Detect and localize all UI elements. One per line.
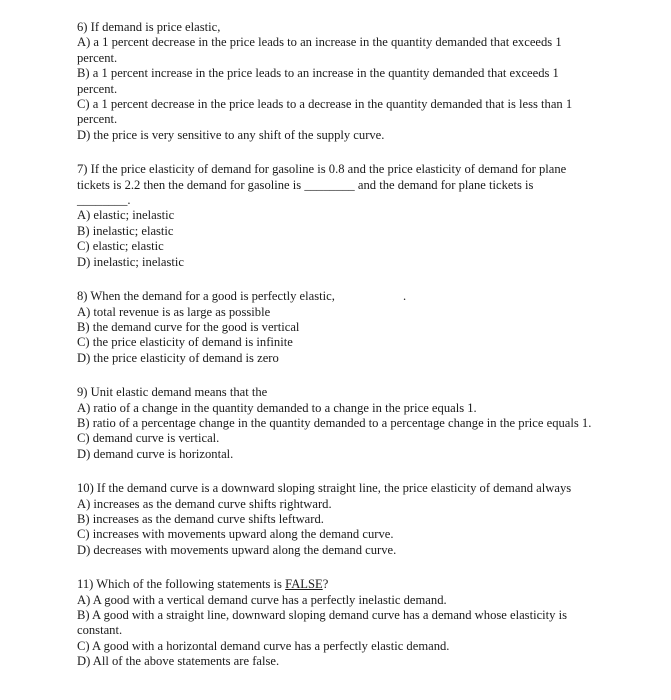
- question-7-option-c: C) elastic; elastic: [77, 239, 164, 254]
- question-11-option-d: D) All of the above statements are false.: [77, 654, 280, 669]
- question-8-option-b: B) the demand curve for the good is vertical: [77, 319, 300, 334]
- question-10-option-c: C) increases with movements upward along the demand curve.: [77, 527, 394, 542]
- question-10-option-a: A) increases as the demand curve shifts rightward.: [77, 496, 332, 511]
- question-7-stem-line-3: ________.: [77, 193, 131, 208]
- question-11-option-c: C) A good with a horizontal demand curve has a perfectly elastic demand.: [77, 638, 450, 653]
- question-9-option-d: D) demand curve is horizontal.: [77, 446, 234, 461]
- question-10-option-b: B) increases as the demand curve shifts leftward.: [77, 511, 324, 526]
- question-11-option-b: B) A good with a straight line, downward sloping demand curve has a demand whose elasticity is constant.: [77, 608, 568, 638]
- question-7-stem-line-2: tickets is 2.2 then the demand for gasoline is ________ and the demand for plane tickets is: [77, 177, 534, 192]
- question-6-option-a: A) a 1 percent decrease in the price leads to an increase in the quantity demanded that exceeds 1 percent.: [77, 35, 562, 65]
- question-9-option-c: C) demand curve is vertical.: [77, 431, 220, 446]
- question-8-option-d: D) the price elasticity of demand is zero: [77, 350, 279, 365]
- question-8-option-a: A) total revenue is as large as possible: [77, 304, 271, 319]
- question-8: [77, 289, 597, 366]
- question-9-stem: 9) Unit elastic demand means that the: [77, 385, 268, 400]
- question-9: [77, 385, 597, 462]
- question-10: [77, 481, 597, 558]
- question-10-stem: 10) If the demand curve is a downward sloping straight line, the price elasticity of demand always: [77, 481, 572, 496]
- question-11-stem-false: FALSE: [285, 577, 323, 592]
- question-8-stem-text: 8) When the demand for a good is perfectly elastic,: [77, 289, 335, 304]
- question-9-option-a: A) ratio of a change in the quantity demanded to a change in the price equals 1.: [77, 400, 477, 415]
- question-8-option-c: C) the price elasticity of demand is infinite: [77, 335, 293, 350]
- quiz-page: [77, 20, 597, 670]
- question-7-option-d: D) inelastic; inelastic: [77, 254, 185, 269]
- question-11-stem-suffix: ?: [322, 577, 329, 592]
- question-7-stem-line-1: 7) If the price elasticity of demand for gasoline is 0.8 and the price elasticity of demand for plane: [77, 162, 567, 177]
- question-6-stem: 6) If demand is price elastic,: [77, 20, 221, 34]
- question-11-stem: [77, 577, 597, 592]
- question-6-option-c: C) a 1 percent decrease in the price leads to a decrease in the quantity demanded that is less than 1 percent.: [77, 97, 573, 127]
- question-11-stem-prefix: 11) Which of the following statements is: [77, 577, 286, 592]
- question-8-trailing-dot: .: [403, 289, 407, 304]
- question-10-option-d: D) decreases with movements upward along the demand curve.: [77, 542, 397, 557]
- question-6: [77, 20, 597, 143]
- question-7-option-b: B) inelastic; elastic: [77, 223, 174, 238]
- question-6-option-d: D) the price is very sensitive to any shift of the supply curve.: [77, 127, 385, 142]
- question-8-stem: [77, 289, 597, 304]
- question-7-option-a: A) elastic; inelastic: [77, 208, 175, 223]
- question-7: [77, 162, 597, 270]
- question-11-option-a: A) A good with a vertical demand curve has a perfectly inelastic demand.: [77, 592, 447, 607]
- question-6-option-b: B) a 1 percent increase in the price leads to an increase in the quantity demanded that exceeds 1 percent.: [77, 66, 559, 96]
- question-9-option-b: B) ratio of a percentage change in the quantity demanded to a percentage change in the price equals 1.: [77, 415, 592, 430]
- question-11: [77, 577, 597, 669]
